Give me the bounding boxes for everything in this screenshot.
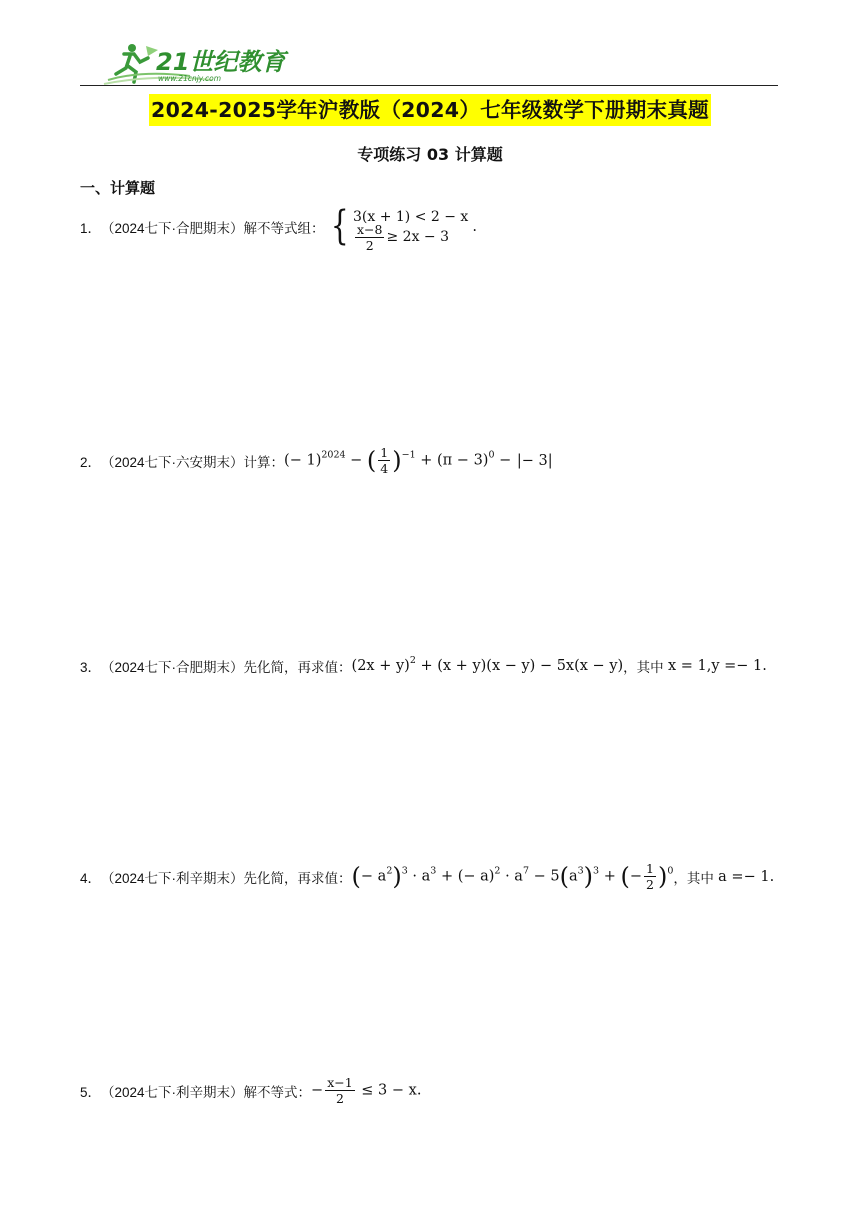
absolute-value: |− 3| — [516, 452, 553, 469]
fraction-denominator: 4 — [380, 461, 389, 476]
question-3 — [80, 656, 767, 676]
page-title: 2024-2025学年沪教版（2024）七年级数学下册期末真题 — [149, 94, 711, 126]
question-number: 2． — [80, 454, 102, 470]
term: ≤ 3 − x — [361, 1082, 417, 1099]
fraction-denominator: 2 — [646, 877, 654, 892]
question-source: （2024七下·六安期末） — [101, 454, 244, 470]
exponent: 2 — [409, 655, 416, 666]
term: + (− a) — [440, 868, 495, 885]
operator: − — [350, 452, 363, 469]
question-2 — [80, 446, 554, 475]
operator: − — [499, 452, 512, 469]
fraction-numerator: 1 — [380, 445, 389, 460]
math-expression: (− 1)$^{2024}$ − ( $\frac{1}{4}$ )$^{-1} + (\pi - 3)^0$ − |− 3| — [284, 445, 553, 476]
term: (π − 3) — [437, 452, 489, 469]
question-source: （2024七下·合肥期末） — [101, 221, 244, 236]
condition: x = 1,y =− 1 — [667, 658, 763, 674]
system-line-1: 3(x + 1) < 2 − x — [353, 209, 469, 225]
runner-logo-icon — [102, 40, 286, 86]
term: a — [568, 868, 578, 885]
fraction-denominator: 2 — [365, 237, 374, 253]
logo-url: www.21cnjy.com — [158, 74, 222, 83]
math-expression: (− $a^2)^3 \cdot a^3$ + (− $a)^2 \cdot a^7 - 5(a^3)^3$ + (− $\frac{1}{2}$ )$^0$ — [351, 861, 674, 892]
term: (− 1) — [284, 452, 322, 469]
exponent: −1 — [401, 449, 416, 461]
fraction-numerator: x−8 — [357, 221, 383, 237]
term: − a — [360, 868, 387, 885]
question-1 — [80, 203, 477, 253]
fraction-numerator: x−1 — [327, 1075, 353, 1090]
condition-lead: ，其中 — [673, 870, 719, 887]
exponent: 2024 — [321, 449, 346, 461]
question-4 — [80, 862, 774, 891]
system-line-2-rest: ≥ 2x − 3 — [386, 229, 450, 245]
question-prompt: 先化简，再求值： — [243, 870, 352, 887]
period: . — [472, 219, 477, 235]
question-prompt: 解不等式组： — [243, 221, 325, 237]
question-5 — [80, 1076, 421, 1105]
question-number: 5． — [80, 1084, 102, 1100]
question-source: （2024七下·利辛期末） — [101, 1084, 244, 1100]
header-rule — [80, 85, 778, 86]
fraction-numerator: 1 — [646, 861, 654, 876]
exponent: 2 — [386, 865, 393, 877]
math-expression — [311, 1076, 421, 1105]
question-number: 4． — [80, 870, 102, 886]
exponent: 0 — [667, 865, 674, 877]
fraction-denominator: 2 — [335, 1091, 344, 1106]
brace-icon: { — [330, 203, 349, 249]
question-source: （2024七下·合肥期末） — [101, 660, 244, 675]
question-prompt: 先化简，再求值： — [243, 660, 352, 676]
term: · a — [505, 868, 523, 885]
operator: + — [420, 452, 433, 469]
term: (2x + y) — [351, 658, 410, 674]
operator: − — [311, 1082, 324, 1099]
period: . — [416, 1082, 422, 1099]
term: · a — [412, 868, 431, 885]
exponent: 7 — [522, 865, 529, 877]
condition-lead: ，其中 — [623, 660, 668, 676]
system-line-2 — [353, 221, 468, 253]
condition: a =− 1 — [718, 868, 770, 885]
term: + (x + y)(x − y) − 5x(x − y) — [415, 658, 624, 674]
section-heading: 一、计算题 — [80, 179, 156, 197]
exponent: 2 — [494, 865, 501, 877]
logo-text: 21世纪教育 — [156, 48, 286, 76]
operator: + — [603, 868, 616, 885]
math-expression — [351, 655, 624, 674]
exponent: 3 — [577, 865, 584, 877]
exponent: 3 — [430, 865, 437, 877]
page-subtitle: 专项练习 03 计算题 — [357, 145, 503, 164]
exponent: 3 — [593, 865, 600, 877]
inequality-system — [327, 203, 469, 253]
question-number: 1． — [80, 221, 102, 236]
question-prompt: 解不等式： — [243, 1084, 312, 1101]
term: − 5 — [533, 868, 560, 885]
question-prompt: 计算： — [243, 454, 285, 471]
exponent: 3 — [401, 865, 408, 877]
exponent: 0 — [488, 449, 495, 461]
period: . — [769, 868, 775, 885]
period: . — [762, 658, 767, 674]
question-number: 3． — [80, 660, 102, 675]
question-source: （2024七下·利辛期末） — [101, 870, 244, 886]
